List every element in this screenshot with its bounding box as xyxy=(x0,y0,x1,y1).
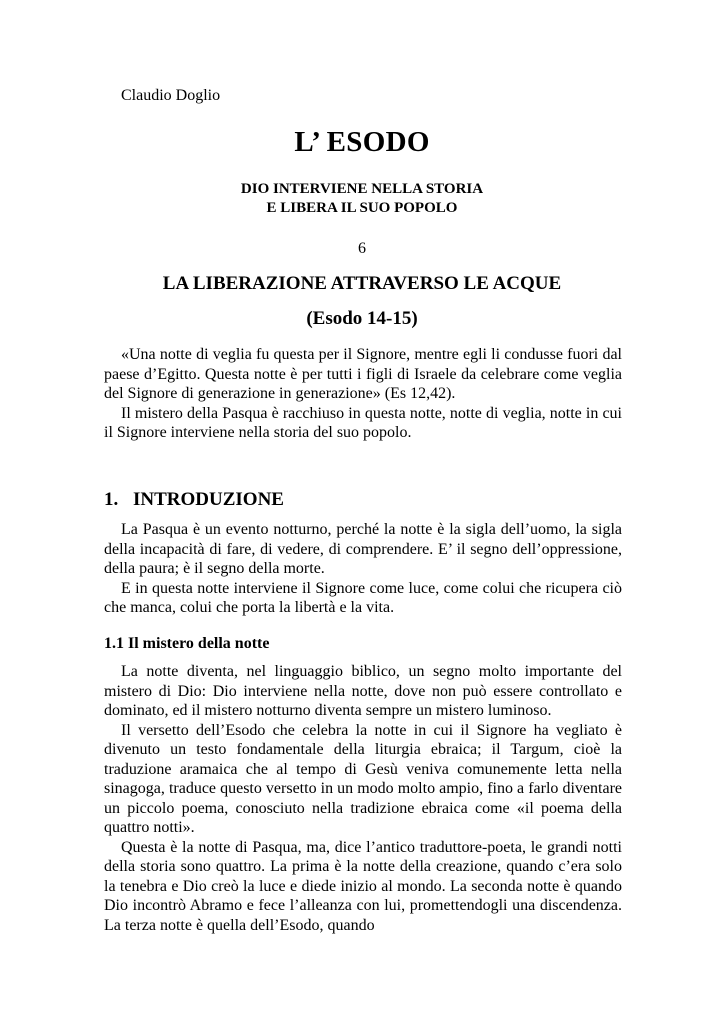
section-1-paragraph-1: La Pasqua è un evento notturno, perché la notte è la sigla dell’uomo, la sigla della incapacità di fare, di vedere, di comprendere. E’ il segno dell’oppressione, della paura; è il segno della morte. xyxy=(104,521,622,577)
author-name: Claudio Doglio xyxy=(121,87,221,104)
section-1-1-paragraph-3: Questa è la notte di Pasqua, ma, dice l’antico traduttore-poeta, le grandi notti della storia sono quattro. La prima è la notte della creazione, quando c’era solo la tenebra e Dio creò la luce e diede inizio al mondo. La seconda notte è quando Dio incontrò Abramo e fece l’alleanza con lui, promettendogli una discendenza. La terza notte è quella dell’Esodo, quando xyxy=(104,838,622,934)
section-1-title: INTRODUZIONE xyxy=(133,489,284,510)
section-1-1-paragraph-1: La notte diventa, nel linguaggio biblico, un segno molto importante del mistero di Dio: Dio interviene nella notte, dove non può essere controllato e dominato, ed il mistero notturno diventa sempre un mistero luminoso. xyxy=(104,663,622,719)
section-1-heading xyxy=(104,489,284,511)
section-1-number: 1. xyxy=(104,489,119,510)
section-1-body xyxy=(104,520,622,618)
chapter-title: LA LIBERAZIONE ATTRAVERSO LE ACQUE xyxy=(162,273,562,294)
chapter-number: 6 xyxy=(358,240,366,257)
section-1-1-paragraph-2: Il versetto dell’Esodo che celebra la notte in cui il Signore ha vegliato è divenuto un testo fondamentale della liturgia ebraica; il Targum, cioè la traduzione aramaica che al tempo di Gesù veniva comunemente letta nella sinagoga, traduce questo versetto in un modo molto ampio, fino a farlo diventare un piccolo poema, conosciuto nella tradizione ebraica come «il poema della quattro notti». xyxy=(104,721,622,836)
subtitle-line-2: E LIBERA IL SUO POPOLO xyxy=(266,200,458,216)
section-1-1-body xyxy=(104,662,622,935)
intro-paragraph-1: «Una notte di veglia fu questa per il Signore, mentre egli li condusse fuori dal paese d’Egitto. Questa notte è per tutti i figli di Israele da celebrare come veglia del Signore di generazione in generazione» (Es 12,42). xyxy=(104,346,622,402)
section-1-1-heading: 1.1 Il mistero della notte xyxy=(104,635,270,652)
document-title: L’ ESODO xyxy=(294,126,430,158)
intro-paragraph-2: Il mistero della Pasqua è racchiuso in questa notte, notte di veglia, notte in cui il Signore interviene nella storia del suo popolo. xyxy=(104,404,622,441)
intro-block xyxy=(104,345,622,443)
chapter-reference: (Esodo 14-15) xyxy=(306,308,418,329)
section-1-paragraph-2: E in questa notte interviene il Signore come luce, come colui che ricupera ciò che manca, colui che porta la libertà e la vita. xyxy=(104,579,622,616)
subtitle-line-1: DIO INTERVIENE NELLA STORIA xyxy=(240,181,484,197)
document-subtitle xyxy=(0,180,724,218)
